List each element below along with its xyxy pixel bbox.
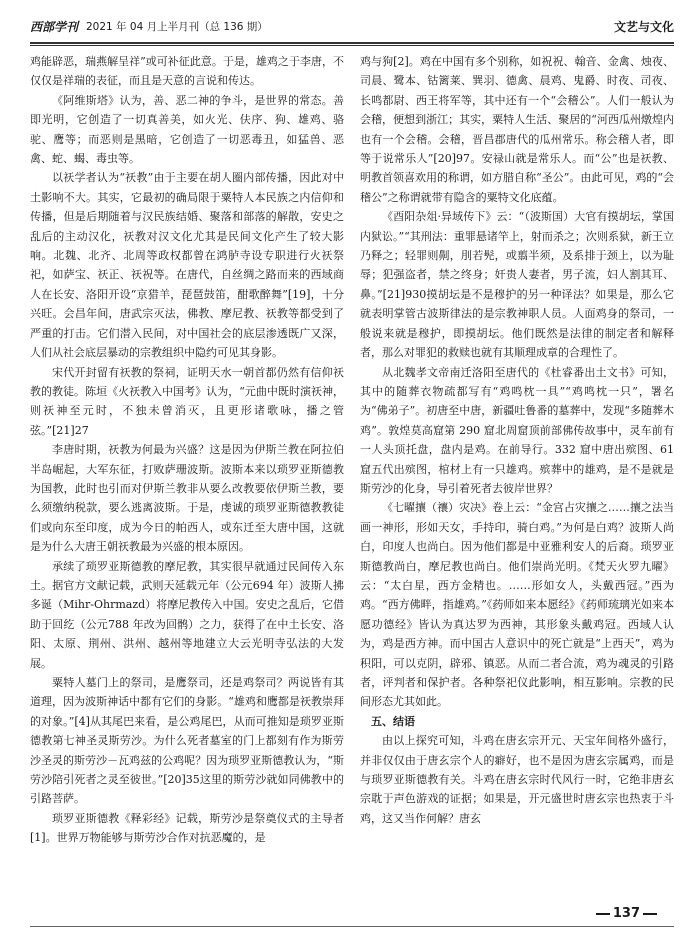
footer-dash-left (596, 913, 610, 915)
issue-info: 2021 年 04 月上半月刊（总 136 期） (86, 21, 268, 33)
paragraph: 宋代开封留有祆教的祭祠，证明天水一朝首都仍然有信仰祆教的教徒。陈垣《火祆教入中国考》认为，“元曲中既时演祆神，则祆神至元时，不独未曾消灭，且更形诸歌咏，播之管弦。”[21]27 (30, 365, 344, 437)
left-column (30, 52, 344, 848)
right-column (360, 52, 674, 828)
section-heading: 五、结语 (371, 714, 415, 728)
paragraph: 从北魏孝文帝南迁洛阳至唐代的《杜睿番出土文书》可知，其中的随葬衣物疏都写有“鸡鸣枕一具”“鸡鸣枕一只”，署名为“佛弟子”。初唐至中唐，新疆吐鲁番的墓葬中，发现“多随葬木鸡”。敦煌莫高窟第 290 窟北周窟顶前部佛传故事中，灵车前有一人头顶托盘，盘内是鸡。在前导行。332 窟中唐出殡图、61 窟五代出殡图，棺材上有一只雄鸡。殡葬中的雄鸡，是不是就是斯劳沙的化身，导引着死者去彼岸世界？ (360, 365, 674, 495)
page-number: 137 (612, 906, 640, 921)
page-footer (593, 906, 660, 921)
paragraph: 以祆学者认为“祆教”由于主要在胡人圈内部传播，因此对中土影响不大。其实，它最初的确局限于粟特人本民族之内信仰和传播，但是后期随着与汉民族结婚、聚落和部落的解散，安史之乱后的主动汉化，祆教对汉文化尤其是民间文化产生了较大影响。北魏、北齐、北周等政权都曾在鸿胪寺设专职进行火祆祭祀，如萨宝、祆正、祆祝等。在唐代，自丝绸之路而来的西域商人在长安、洛阳开设“京猎羊，琵琶鼓笛，酣歌醉舞”[19]，十分兴旺。会昌年间，唐武宗灭法，佛教、摩尼教、祆教等都受到了严重的打击。它们潜入民间，对中国社会的底层渗透既广又深，人们从社会底层暴动的宗教组织中隐约可见其身影。 (30, 171, 344, 360)
paragraph: 李唐时期，祆教为何最为兴盛？这是因为伊斯兰教在阿拉伯半岛崛起，大军东征，打败萨珊波斯。波斯本来以琐罗亚斯德教为国教，此时也引而对伊斯兰教非从要么改教要依伊斯兰教，要么须缴纳税款，要么逃离波斯。于是，虔诚的琐罗亚斯德教教徒们或向东至印度，成为今日的帕西人，或东迁至大唐中国，这就是为什么大唐王朝祆教最为兴盛的根本原因。 (30, 443, 344, 554)
footer-rule (30, 926, 674, 927)
footer-dash-right (643, 913, 657, 915)
paragraph: 由以上探究可知，斗鸡在唐玄宗开元、天宝年间格外盛行，并非仅仅由于唐玄宗个人的癖好，也不是因为唐玄宗属鸡，而是与琐罗亚斯德教有关。斗鸡在唐玄宗时代风行一时，它绝非唐玄宗耽于声色游戏的证据；如果是，开元盛世时唐玄宗也热衷于斗鸡，这又当作何解？唐玄 (360, 734, 674, 825)
paragraph: 《阿维斯塔》认为，善、恶二神的争斗，是世界的常态。善即光明，它创造了一切真善美，如火光、伕序、狗、雄鸡、骆驼、鹰等；而恶则是黑暗，它创造了一切恶毒丑，如猛兽、恶禽、蛇、蝎、毒虫等。 (30, 93, 344, 166)
header-rule-thick (30, 42, 674, 44)
paragraph: 鸡能辟恶，瑞燕解呈祥”或可补征此意。于是，雄鸡之于李唐，不仅仅是祥瑞的表征，而且是天意的言说和传达。 (30, 55, 344, 88)
paragraph: 承续了琐罗亚斯德教的摩尼教，其实很早就通过民间传入东土。据官方文献记载，武则天延载元年（公元694 年）波斯人拂多诞（Mihr-Ohrmazd）将摩尼教传入中国。安史之乱后，它借助于回纥（公元788 年改为回鹘）之力，获得了在中土长安、洛阳、太原、荆州、洪州、越州等地建立大云光明寺弘法的大发展。 (30, 559, 344, 670)
journal-logo: 西部学刊 (30, 20, 79, 34)
paragraph: 《七曜攘（禳）灾决》卷上云：“金宫占灾攘之……攘之法当画一神形，形如天女，手持印，骑白鸡。”为何是白鸡？波斯人尚白，印度人也尚白。因为他们都是中亚雅利安人的后裔。琐罗亚斯德教尚白，摩尼教也尚白。他们崇尚光明。《梵天火罗九曜》云：“太白星，西方金精也。……形如女人，头戴西冠。”西为鸡。“西方佛畔，指雄鸡。”《药师如来本愿经》《药师琉璃光如来本愿功德经》皆认为真达罗为西神，其形象头戴鸡冠。西域人认为，鸡是西方神。而中国古人意识中的死亡就是“上西天”，鸡为积阳，可以克阴，辟邪、镇恶。从而二者合流，鸡为魂灵的引路者，评判者和保护者。各种祭祀仪此影响，相互影响。宗教的民间形态尤其如此。 (360, 501, 674, 709)
header-rule-thin (30, 45, 674, 46)
page-header (30, 12, 674, 42)
paragraph: 粟特人墓门上的祭司，是鹰祭司，还是鸡祭司？两说皆有其道理，因为波斯神话中都有它们的身影。“雄鸡和鹰都是祆教崇拜的对象。”[4]从其尾巴来看，是公鸡尾巴，从而可推知是琐罗亚斯德教第七神圣灵斯劳沙。为什么死者墓室的门上都刻有作为斯劳沙圣灵的斯劳沙－瓦鸡兹的公鸡呢？因为琐罗亚斯德教认为，“斯劳沙陪引死者之灵至彼世。”[20]35这里的斯劳沙就如同佛教中的引路菩萨。 (30, 676, 344, 806)
paragraph: 《酉阳杂俎·异域传下》云：“（波斯国）大官有摸胡坛，掌国内狱讼。”“其刑法：重罪悬诸竿上，射而杀之；次则系狱，新王立乃释之；轻罪则劓，刖若髡，或翦半须，及系排于颈上，以为耻辱；犯强盗者，禁之终身；奸贵人妻者，男子流，妇人割其耳、鼻。”[21]930摸胡坛是不是穆护的另一种译法？如果是，那么它就表明掌管古波斯律法的是宗教神职人员。人面鸡身的祭司，一般说来就是穆护，即摸胡坛。他们既然是法律的制定者和解释者，那么对罪犯的救赎也就有其顺理成章的合理性了。 (360, 210, 674, 360)
paragraph: 琐罗亚斯德教《释彩经》记载，斯劳沙是祭奠仪式的主导者[1]。世界万物能够与斯劳沙合作对抗恶魔的，是 (30, 811, 344, 845)
paragraph: 鸡与狗[2]。鸡在中国有多个别称，如祝祝、翰音、金禽、烛夜、司晨、鹭本、钴篱莱、巽羽、德禽、晨鸡、鬼爵、时夜、司夜、长鸣都尉、西王将军等，其中还有一个“会稽公”。人们一般认为会稽，便想到浙江；其实，粟特人生活、聚居的“河西瓜州燉煌内也有一个会稽。会稽，晋昌郡唐代的瓜州常乐。称会稽人者，即等于说常乐人”[20]97。安禄山就是常乐人。而“公”也是祆教、明教首领喜欢用的称谓，如方腊自称“圣公”。由此可见，鸡的“会稽公”之称谓就带有隐含的粟特文化底蕴。 (360, 55, 674, 204)
section-title: 文艺与文化 (613, 20, 674, 34)
